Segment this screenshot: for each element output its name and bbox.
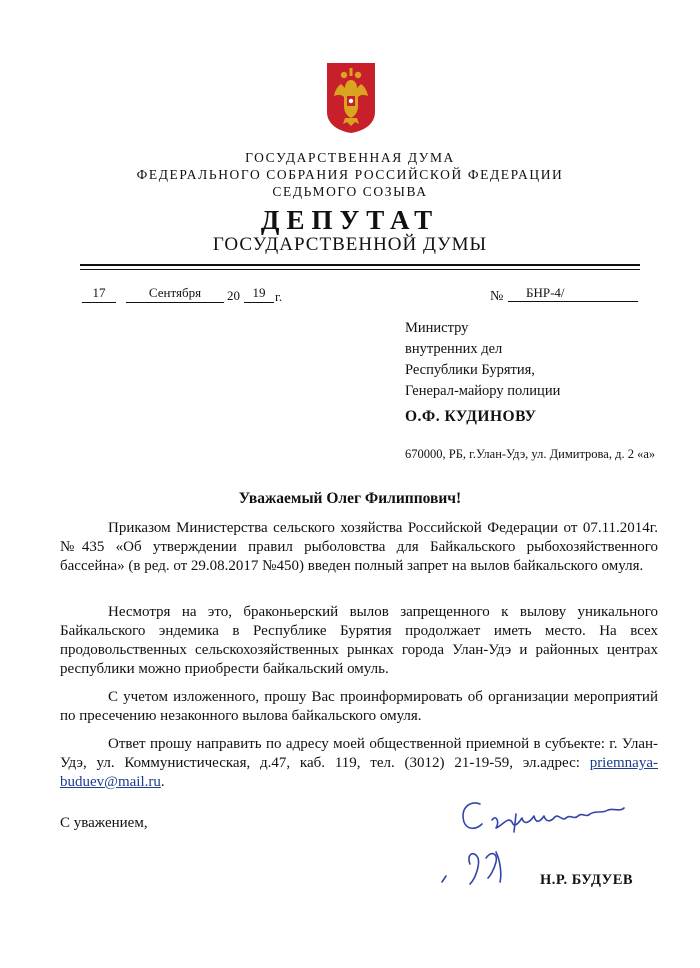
document-number: БНР-4/	[508, 285, 638, 302]
body-paragraph-3: С учетом изложенного, прошу Вас проинформировать об организации мероприятий по пресечению незаконного вылова байкальского омуля.	[60, 689, 658, 724]
addressee-line-3: Республики Бурятия,	[405, 362, 535, 378]
letterhead-subtitle: ГОСУДАРСТВЕННОЙ ДУМЫ	[212, 234, 488, 255]
body-paragraph-4-text: Ответ прошу направить по адресу моей общественной приемной в субъекте: г. Улан-Удэ, ул. Коммунистическая, д.47, каб. 119, тел. (3012) 21-19-59, эл.адрес:	[60, 736, 658, 771]
email-link[interactable]: priemnaya-buduev@mail.ru	[60, 755, 658, 790]
date-year-suffix: 19	[244, 285, 274, 303]
addressee-name: О.Ф. КУДИНОВУ	[405, 408, 537, 425]
date-year-prefix: 20	[227, 288, 240, 303]
addressee-line-4: Генерал-майору полиции	[405, 383, 561, 399]
body-paragraph-2: Несмотря на это, браконьерский вылов запрещенного к вылову уникального Байкальского эндемика в Республике Бурятия продолжает иметь место. На всех продовольственных сельскохозяйственных рынках города Улан-Удэ и районных центрах республики можно приобрести байкальский омуль.	[60, 604, 658, 677]
date-year-mark: г.	[275, 289, 283, 304]
body-paragraph-4-end: .	[160, 774, 165, 790]
org-name-line-1: ГОСУДАРСТВЕННАЯ ДУМА	[245, 150, 455, 165]
org-name-line-2: ФЕДЕРАЛЬНОГО СОБРАНИЯ РОССИЙСКОЙ ФЕДЕРАЦИИ	[136, 167, 564, 182]
addressee-line-2: внутренних дел	[405, 341, 503, 357]
date-month: Сентября	[126, 285, 224, 303]
greeting: Уважаемый Олег Филиппович!	[238, 490, 462, 507]
convocation-line: СЕДЬМОГО СОЗЫВА	[272, 184, 428, 199]
date-day: 17	[82, 285, 116, 303]
addressee-postal-address: 670000, РБ, г.Улан-Удэ, ул. Димитрова, д. 2 «а»	[405, 447, 656, 461]
closing-text: С уважением,	[60, 815, 148, 831]
russian-coat-of-arms-icon	[326, 62, 376, 134]
letterhead-title: ДЕПУТАТ	[260, 205, 440, 235]
signer-name: Н.Р. БУДУЕВ	[540, 872, 634, 888]
header-rule-thin	[80, 269, 640, 270]
body-paragraph-4	[60, 735, 658, 792]
addressee-line-1: Министру	[405, 320, 469, 336]
body-paragraph-1: Приказом Министерства сельского хозяйства Российской Федерации от 07.11.2014г. №435 «Об утверждении правил рыболовства для Байкальского рыбохозяйственного бассейна» (в ред. от 29.08.2017 №450) введен полный запрет на вылов байкальского омуля.	[60, 520, 658, 574]
number-label: №	[490, 289, 504, 304]
header-rule-thick	[80, 264, 640, 266]
